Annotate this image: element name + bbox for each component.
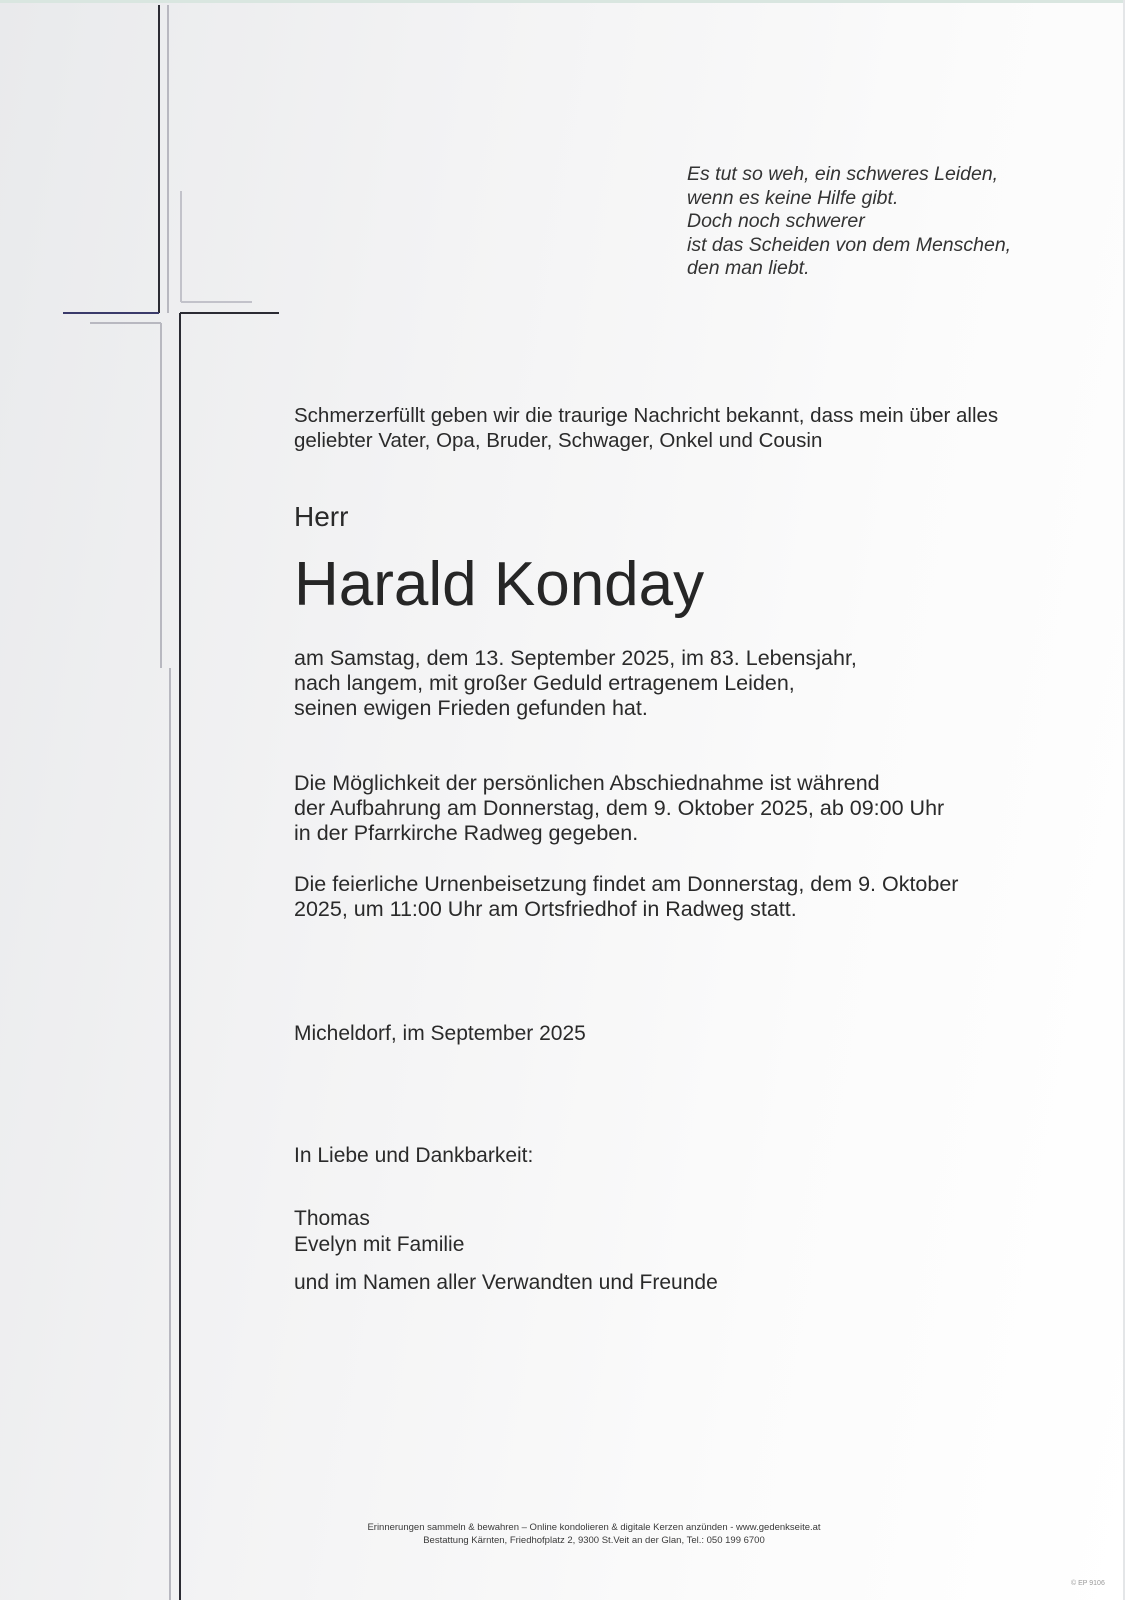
announcement-line: nach langem, mit großer Geduld ertragenem Leiden, <box>294 671 795 696</box>
burial-line: Die feierliche Urnenbeisetzung findet am Donnerstag, dem 9. Oktober <box>294 872 959 896</box>
footer <box>294 1521 894 1547</box>
poem-line: Es tut so weh, ein schweres Leiden, <box>687 163 999 185</box>
relatives-line: und im Namen aller Verwandten und Freunde <box>294 1271 718 1294</box>
announcement-line: seinen ewigen Frieden gefunden hat. <box>294 696 648 721</box>
intro-line: geliebter Vater, Opa, Bruder, Schwager, Onkel und Cousin <box>294 428 823 452</box>
intro-text <box>294 404 1054 453</box>
intro-line: Schmerzerfüllt geben wir die traurige Nachricht bekannt, dass mein über alles <box>294 404 999 427</box>
viewing-line: in der Pfarrkirche Radweg gegeben. <box>294 821 639 846</box>
family-members <box>294 1206 1054 1257</box>
family-member: Thomas <box>294 1207 370 1230</box>
announcement-line: am Samstag, dem 13. September 2025, im 83. Lebensjahr, <box>294 646 857 670</box>
print-code: © EP 9106 <box>1071 1580 1105 1587</box>
burial-info <box>294 872 1054 922</box>
death-announcement <box>294 646 1054 722</box>
poem <box>687 163 1087 281</box>
place-date: Micheldorf, im September 2025 <box>294 1022 586 1045</box>
poem-line: Doch noch schwerer <box>687 210 865 233</box>
viewing-line: Die Möglichkeit der persönlichen Abschiednahme ist während <box>294 771 880 795</box>
footer-line-website: Erinnerungen sammeln & bewahren – Online kondolieren & digitale Kerzen anzünden - www.gedenkseite.at <box>367 1522 821 1533</box>
poem-line: den man liebt. <box>687 257 810 280</box>
poem-line: ist das Scheiden von dem Menschen, <box>687 233 1012 256</box>
viewing-info <box>294 771 1054 847</box>
salutation: Herr <box>294 501 349 532</box>
viewing-line: der Aufbahrung am Donnerstag, dem 9. Oktober 2025, ab 09:00 Uhr <box>294 796 945 821</box>
family-member: Evelyn mit Familie <box>294 1232 465 1256</box>
footer-line-address: Bestattung Kärnten, Friedhofplatz 2, 9300 St.Veit an der Glan, Tel.: 050 199 6700 <box>423 1535 765 1546</box>
deceased-name: Harald Konday <box>294 550 705 619</box>
closing-line: In Liebe und Dankbarkeit: <box>294 1144 534 1167</box>
poem-line: wenn es keine Hilfe gibt. <box>687 186 899 209</box>
burial-line: 2025, um 11:00 Uhr am Ortsfriedhof in Radweg statt. <box>294 897 797 922</box>
